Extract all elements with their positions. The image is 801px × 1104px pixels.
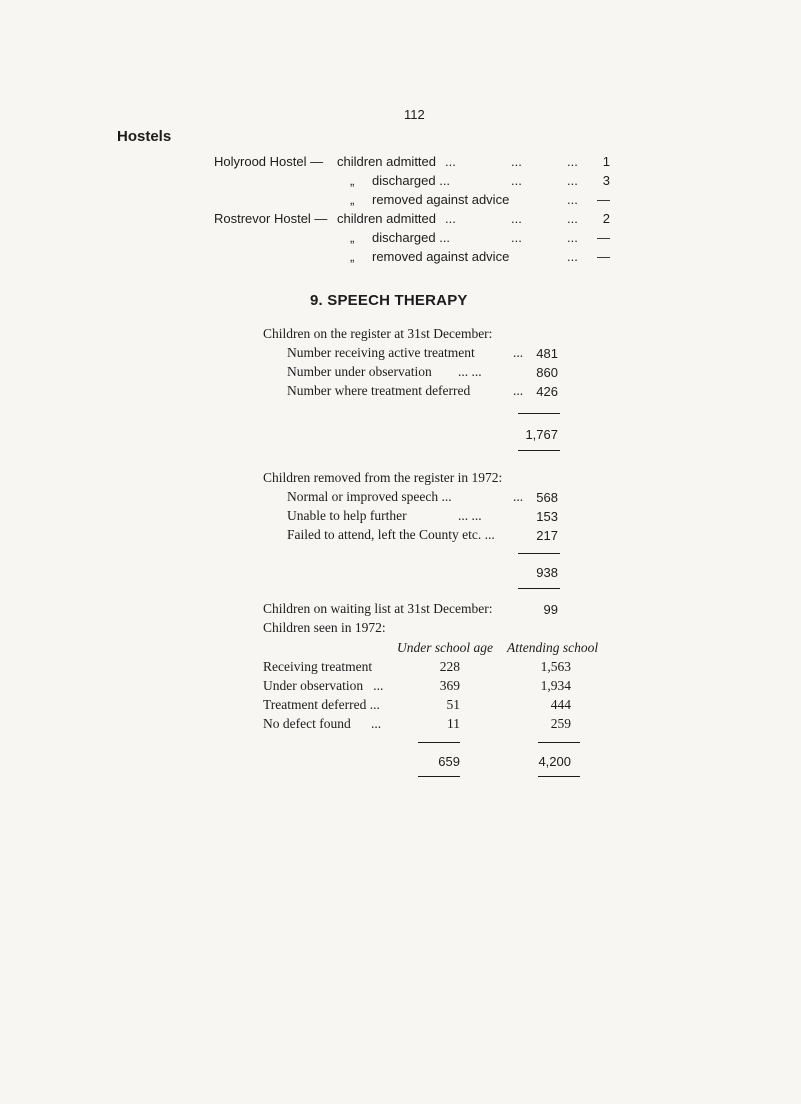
hostel-name: Holyrood Hostel —	[214, 154, 324, 169]
hostel-dots: ...	[511, 230, 522, 245]
register-row-label: Number under observation	[287, 364, 432, 379]
hostel-row-value: 3	[602, 173, 610, 188]
register-row-dots: ...	[513, 383, 524, 398]
seen-row-under: 51	[446, 697, 460, 712]
hostel-row-value: 2	[602, 211, 610, 226]
hostel-dots: ...	[567, 154, 578, 169]
hostel-row-label: removed against advice	[372, 249, 510, 264]
hostel-dots: ...	[445, 211, 456, 226]
register-row-value: 481	[536, 346, 558, 361]
removed-row-value: 217	[536, 528, 558, 543]
seen-heading: Children seen in 1972:	[263, 620, 386, 635]
hostel-dots: ...	[567, 173, 578, 188]
seen-row-label: Treatment deferred ...	[263, 697, 380, 712]
seen-row-label: Receiving treatment	[263, 659, 373, 674]
seen-row-under: 369	[439, 678, 460, 693]
hostel-row-label: removed against advice	[372, 192, 510, 207]
column-header-under-school-age: Under school age	[397, 640, 493, 655]
hostels-heading: Hostels	[117, 128, 172, 145]
register-row-label: Number where treatment deferred	[287, 383, 471, 398]
hostel-dots: ...	[567, 211, 578, 226]
removed-row-value: 568	[536, 490, 558, 505]
hostel-row-label: children admitted	[337, 211, 436, 226]
ditto-mark: „	[350, 192, 355, 207]
hostel-row-label: children admitted	[337, 154, 436, 169]
register-row-dots: ... ...	[458, 364, 482, 379]
ditto-mark: „	[350, 173, 355, 188]
seen-row-under: 228	[439, 659, 460, 674]
removed-total-rule-top	[518, 553, 560, 554]
register-row-value: 426	[536, 384, 558, 399]
register-row-value: 860	[536, 365, 558, 380]
hostel-row-label: discharged ...	[372, 173, 451, 188]
seen-under-rule-top	[418, 742, 460, 743]
hostel-row-value: —	[597, 249, 610, 264]
hostel-name: Rostrevor Hostel —	[214, 211, 328, 226]
seen-total-attending: 4,200	[538, 754, 571, 769]
register-row-label: Number receiving active treatment	[287, 345, 475, 360]
hostel-row-value: —	[597, 230, 610, 245]
removed-row-dots: ...	[513, 489, 524, 504]
hostel-dots: ...	[567, 230, 578, 245]
ditto-mark: „	[350, 249, 355, 264]
seen-row-label: No defect found ...	[263, 716, 382, 731]
column-header-attending-school: Attending school	[507, 640, 599, 655]
seen-attending-rule-bottom	[538, 776, 580, 777]
hostel-row-value: 1	[602, 154, 610, 169]
hostel-dots: ...	[445, 154, 456, 169]
seen-under-rule-bottom	[418, 776, 460, 777]
hostel-dots: ...	[567, 192, 578, 207]
removed-total: 938	[536, 565, 558, 580]
seen-row-attending: 444	[550, 697, 571, 712]
hostel-dots: ...	[511, 211, 522, 226]
removed-heading: Children removed from the register in 1972:	[263, 470, 503, 485]
seen-row-label: Under observation ...	[263, 678, 384, 693]
seen-row-attending: 1,934	[540, 678, 571, 693]
seen-attending-rule-top	[538, 742, 580, 743]
register-total-rule-bottom	[518, 450, 560, 451]
seen-row-attending: 1,563	[540, 659, 571, 674]
seen-total-under: 659	[438, 754, 460, 769]
register-total: 1,767	[525, 427, 558, 442]
section-title: 9. SPEECH THERAPY	[310, 292, 468, 309]
hostel-dots: ...	[511, 154, 522, 169]
page-number: 112	[404, 107, 425, 122]
ditto-mark: „	[350, 230, 355, 245]
removed-total-rule-bottom	[518, 588, 560, 589]
removed-row-dots: ... ...	[458, 508, 482, 523]
register-heading: Children on the register at 31st December:	[263, 326, 493, 341]
removed-row-label: Unable to help further	[287, 508, 407, 523]
hostel-dots: ...	[511, 173, 522, 188]
removed-row-label: Normal or improved speech ...	[287, 489, 452, 504]
hostel-row-value: —	[597, 192, 610, 207]
hostel-dots: ...	[567, 249, 578, 264]
hostel-row-label: discharged ...	[372, 230, 451, 245]
waiting-label: Children on waiting list at 31st December:	[263, 601, 493, 616]
seen-row-under: 11	[447, 716, 460, 731]
seen-row-attending: 259	[550, 716, 571, 731]
register-total-rule-top	[518, 413, 560, 414]
waiting-value: 99	[543, 602, 558, 617]
register-row-dots: ...	[513, 345, 524, 360]
removed-row-label: Failed to attend, left the County etc. ...	[287, 527, 495, 542]
removed-row-value: 153	[536, 509, 558, 524]
